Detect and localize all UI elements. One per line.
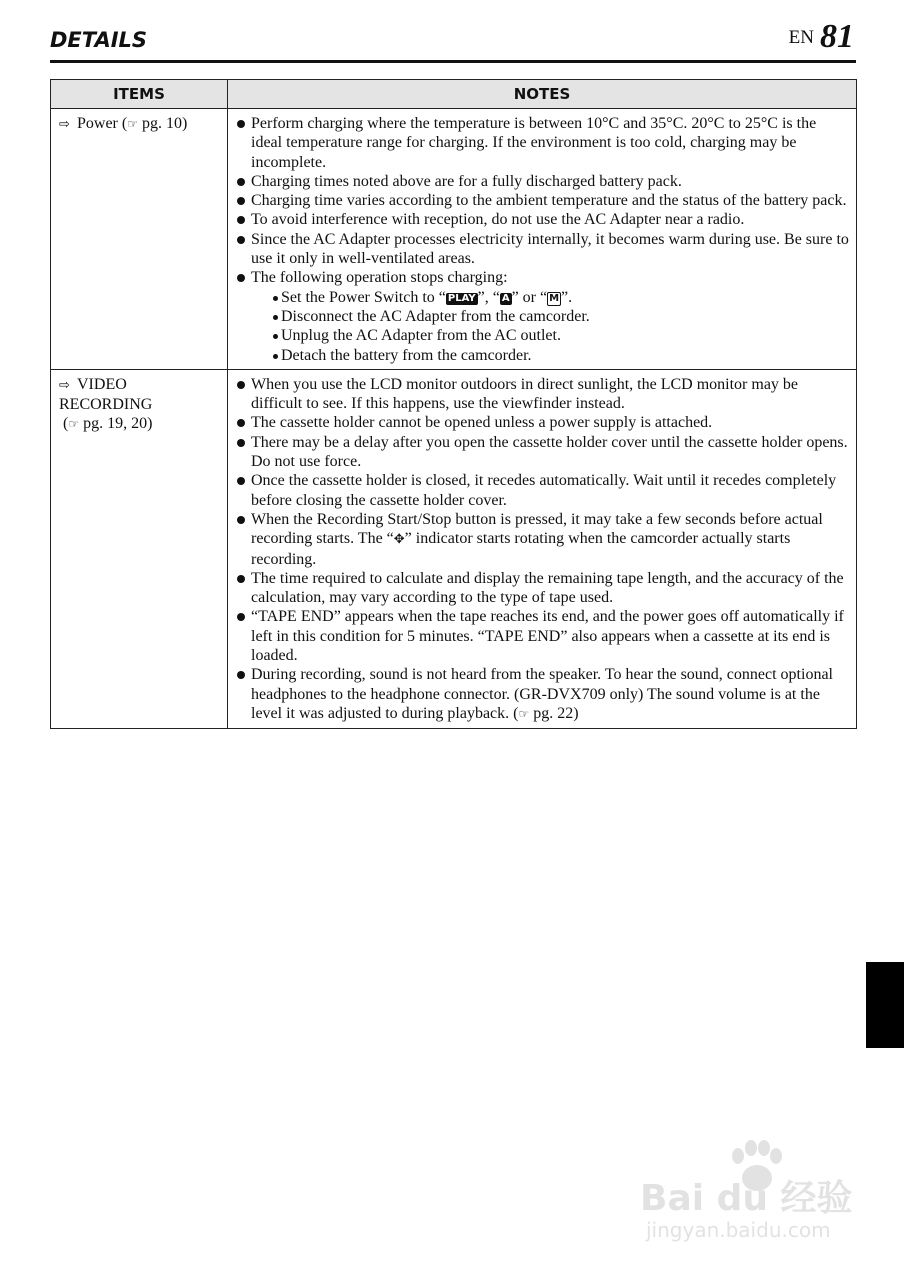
- note-item: Once the cassette holder is closed, it recedes automatically. Wait until it recedes completely before closing the cassette holder cover.: [236, 471, 850, 510]
- hollow-arrow-icon: ⇨: [59, 377, 70, 393]
- manual-mode-icon: M: [549, 292, 560, 304]
- sub-notes-list: [251, 288, 850, 365]
- sub-note-item: Unplug the AC Adapter from the AC outlet.: [273, 326, 850, 345]
- note-item: Charging time varies according to the ambient temperature and the status of the battery pack.: [236, 191, 850, 210]
- sub-note-text: ”, “: [477, 288, 500, 306]
- note-item-stops-charging: [236, 268, 850, 364]
- item-page-ref: pg. 10): [137, 115, 188, 132]
- page-number-group: [789, 18, 854, 56]
- item-label: Power (: [77, 115, 128, 132]
- notes-list: [236, 114, 850, 365]
- pointing-hand-icon: ☞: [68, 417, 80, 432]
- watermark: [640, 1140, 870, 1250]
- note-item-headphones: [236, 665, 850, 724]
- note-item: There may be a delay after you open the cassette holder cover until the cassette holder opens. Do not use force.: [236, 433, 850, 472]
- item-label: VIDEO: [77, 375, 127, 393]
- note-text: ” indicator starts rotating when the camcorder actually starts recording.: [251, 530, 791, 568]
- note-text: pg. 22): [529, 704, 579, 722]
- note-text: During recording, sound is not heard from the speaker. To hear the sound, connect optional headphones to the headphone connector. (GR-DVX709 only) The sound volume is at the level it was adjusted to during playback. (: [251, 666, 833, 722]
- watermark-url: jingyan.baidu.com: [646, 1218, 831, 1242]
- note-item: The cassette holder cannot be opened unless a power supply is attached.: [236, 413, 850, 432]
- sub-note-text: ” or “: [511, 288, 548, 306]
- note-item: Perform charging where the temperature is between 10°C and 35°C. 20°C to 25°C is the ideal temperature range for charging. If the environment is too cold, charging may be incomplete.: [236, 114, 850, 172]
- item-cell-power: [51, 109, 228, 370]
- pointing-hand-icon: ☞: [127, 117, 138, 131]
- page-header: [50, 18, 856, 62]
- header-rule: [50, 60, 856, 63]
- section-tab-marker: [866, 962, 904, 1048]
- note-item: To avoid interference with reception, do not use the AC Adapter near a radio.: [236, 210, 850, 229]
- details-table: [50, 79, 857, 729]
- column-header-items: ITEMS: [51, 80, 228, 109]
- sub-note-item: [273, 288, 850, 307]
- notes-cell-video-recording: [228, 369, 857, 728]
- sub-note-item: Disconnect the AC Adapter from the camcorder.: [273, 307, 850, 326]
- pointing-hand-icon: ☞: [518, 706, 530, 721]
- note-text: The following operation stops charging:: [251, 269, 508, 287]
- note-item-recording-indicator: [236, 510, 850, 569]
- notes-list: [236, 375, 850, 724]
- item-cell-video-recording: [51, 369, 228, 728]
- item-page-ref: (: [63, 415, 69, 433]
- hollow-arrow-icon: ⇨: [59, 117, 70, 132]
- note-item: “TAPE END” appears when the tape reaches its end, and the power goes off automatically if left in this condition for 5 minutes. “TAPE END” also appears when a cassette at its end is loaded.: [236, 607, 850, 665]
- language-code: EN: [788, 27, 814, 48]
- note-item: Charging times noted above are for a fully discharged battery pack.: [236, 172, 850, 191]
- table-header-row: [51, 80, 857, 109]
- note-text: When the Recording Start/Stop button is pressed, it may take a few seconds before actual recording starts. The “: [251, 510, 823, 548]
- column-header-notes: NOTES: [228, 80, 857, 109]
- item-label: RECORDING: [59, 396, 153, 414]
- note-item: Since the AC Adapter processes electricity internally, it becomes warm during use. Be sure to use it only in well-ventilated areas.: [236, 230, 850, 269]
- note-item: When you use the LCD monitor outdoors in direct sunlight, the LCD monitor may be difficult to see. If this happens, use the viewfinder instead.: [236, 375, 850, 414]
- watermark-brand: Bai du 经验: [640, 1178, 853, 1219]
- note-item: The time required to calculate and display the remaining tape length, and the accuracy of the calculation, may vary according to the type of tape used.: [236, 569, 850, 608]
- auto-mode-icon: A: [501, 292, 510, 304]
- notes-cell-power: [228, 109, 857, 370]
- page-number: 81: [820, 18, 854, 55]
- sub-note-text: Set the Power Switch to “: [281, 288, 446, 306]
- rotating-indicator-icon: ✥: [393, 532, 405, 548]
- play-mode-icon: PLAY: [447, 292, 476, 304]
- sub-note-item: Detach the battery from the camcorder.: [273, 346, 850, 365]
- table-row: [51, 109, 857, 370]
- item-page-ref: pg. 19, 20): [79, 415, 153, 433]
- table-row: [51, 369, 857, 728]
- section-title: DETAILS: [50, 28, 148, 52]
- sub-note-text: ”.: [561, 288, 573, 306]
